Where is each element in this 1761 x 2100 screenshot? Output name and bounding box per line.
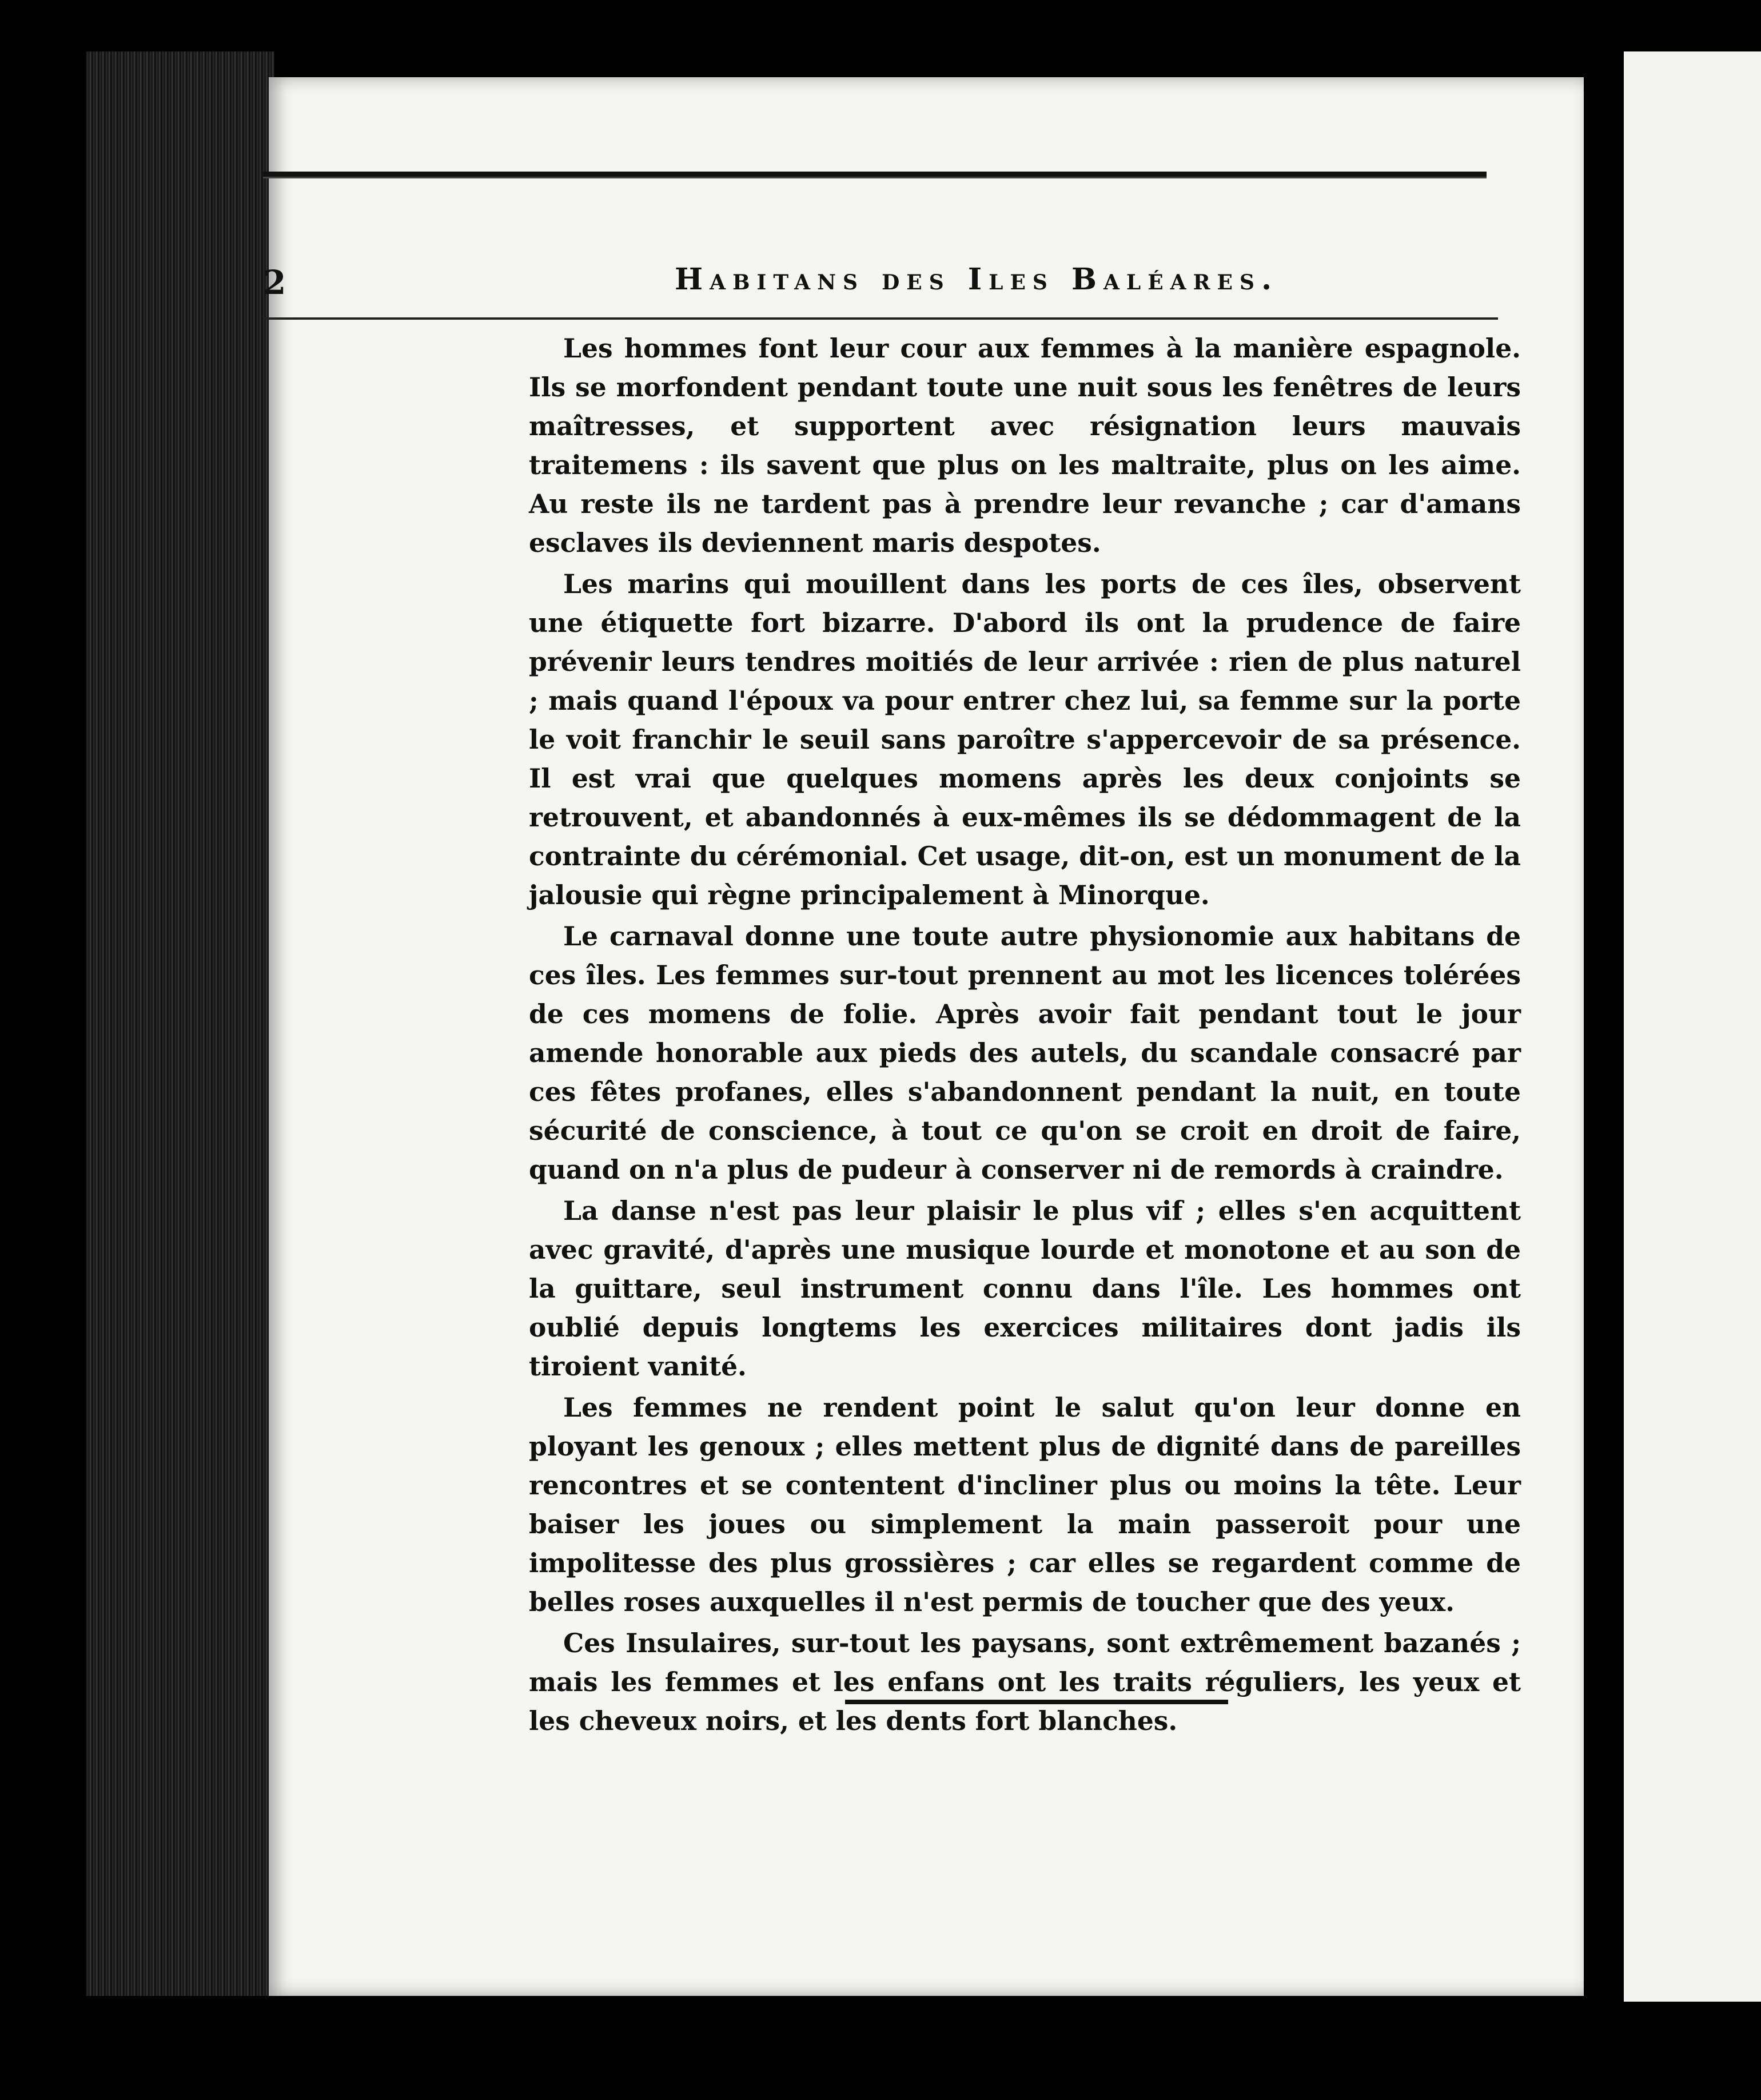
- header-rule: [263, 172, 1487, 178]
- paragraph: Ces Insulaires, sur-tout les paysans, sont extrêmement bazanés ; mais les femmes et les enfans ont les traits réguliers, les yeux et les cheveux noirs, et les dents fort blanches.: [529, 1628, 1521, 1736]
- page-gutter: [1607, 51, 1624, 2002]
- body-text: [529, 329, 1521, 1743]
- paragraph: Les hommes font leur cour aux femmes à la manière espagnole. Ils se morfondent pendant toute une nuit sous les fenêtres de leurs maîtresses, et supportent avec résignation leurs mauvais traitemens : ils savent que plus on les maltraite, plus on les aime. Au reste ils ne tardent pas à prendre leur revanche ; car d'amans esclaves ils deviennent maris despotes.: [529, 333, 1521, 558]
- facing-page-edge: [1624, 51, 1761, 2002]
- page-number: 2: [263, 263, 286, 302]
- running-head: [263, 263, 1487, 303]
- paragraph: Les marins qui mouillent dans les ports de ces îles, observent une étiquette fort bizarre. D'abord ils ont la prudence de faire prévenir leurs tendres moitiés de leur arrivée : rien de plus naturel ; mais quand l'époux va pour entrer chez lui, sa femme sur la porte le voit franchir le seuil sans paroître s'appercevoir de sa présence. Il est vrai que quelques momens après les deux conjoints se retrouvent, et abandonnés à eux-mêmes ils se dédommagent de la contrainte du cérémonial. Cet usage, dit-on, est un monument de la jalousie qui règne principalement à Minorque.: [529, 568, 1521, 910]
- paragraph: La danse n'est pas leur plaisir le plus vif ; elles s'en acquittent avec gravité, d'après une musique lourde et monotone et au son de la guittare, seul instrument connu dans l'île. Les hommes ont oublié depuis longtems les exercices militaires dont jadis ils tiroient vanité.: [529, 1195, 1521, 1382]
- book-spine: [86, 51, 274, 1996]
- paragraph: Le carnaval donne une toute autre physionomie aux habitans de ces îles. Les femmes sur-tout prennent au mot les licences tolérées de ces momens de folie. Après avoir fait pendant tout le jour amende honorable aux pieds des autels, du scandale consacré par ces fêtes profanes, elles s'abandonnent pendant la nuit, en toute sécurité de conscience, à tout ce qu'on se croit en droit de faire, quand on n'a plus de pudeur à conserver ni de remords à craindre.: [529, 921, 1521, 1185]
- running-title: Habitans des Iles Baléares.: [675, 262, 1279, 297]
- running-head-rule: [263, 317, 1498, 320]
- end-rule: [845, 1700, 1228, 1704]
- paragraph: Les femmes ne rendent point le salut qu'on leur donne en ployant les genoux ; elles mettent plus de dignité dans de pareilles rencontres et se contentent d'incliner plus ou moins la tête. Leur baiser les joues ou simplement la main passeroit pour une impolitesse des plus grossières ; car elles se regardent comme de belles roses auxquelles il n'est permis de toucher que des yeux.: [529, 1392, 1521, 1617]
